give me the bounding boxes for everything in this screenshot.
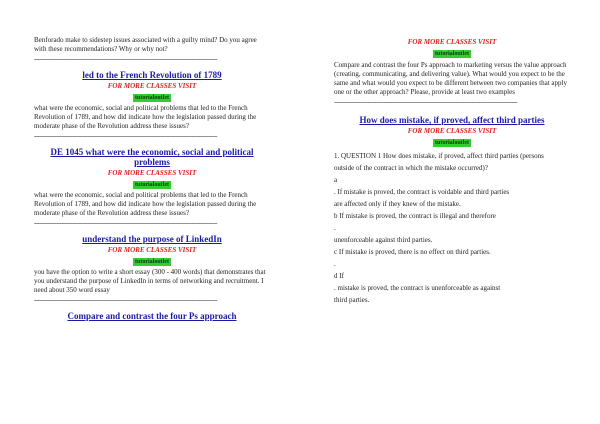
separator: ---------------------------------------------------------------------------------------------------- [334, 98, 518, 106]
question-line: outside of the contract in which the mistake occurred)? [334, 164, 488, 172]
compare-body: Compare and contrast the four Ps approach to marketing versus the value approach (creating, communicating, and delivering value). What would you expect to be the same and what would you expect to be different between two companies that apply one or the other approach? Please, provide at least two examples [334, 61, 567, 96]
separator: ---------------------------------------------------------------------------------------------------- [34, 219, 218, 227]
question-line: . [334, 260, 336, 268]
left-column [34, 0, 270, 321]
question-line: a [334, 176, 338, 184]
section-body: you have the option to write a short essay (300 - 400 words) that demonstrates that you understand the purpose of LinkedIn in terms of networking and recruitment. I need about 350 word essay [34, 268, 266, 294]
more-classes-text: FOR MORE CLASSES VISIT [107, 82, 197, 90]
section-title-link[interactable]: DE 1045 what were the economic, social and political problems [50, 147, 254, 167]
question-line: c If mistake is proved, there is no effect on third parties. [334, 248, 491, 256]
tutorialoutlet-badge[interactable]: tutorialoutlet [135, 259, 169, 265]
question-line: . [334, 224, 336, 232]
question-line: . mistake is proved, the contract is unenforceable as against [334, 284, 501, 292]
section-1 [34, 70, 270, 141]
tutorialoutlet-badge[interactable]: tutorialoutlet [435, 140, 469, 146]
section-3 [34, 234, 270, 305]
separator: ---------------------------------------------------------------------------------------------------- [34, 132, 218, 140]
tutorialoutlet-badge[interactable]: tutorialoutlet [135, 95, 169, 101]
more-classes-text: FOR MORE CLASSES VISIT [407, 38, 497, 46]
separator: ---------------------------------------------------------------------------------------------------- [34, 55, 218, 63]
question-line: unenforceable against third parties. [334, 236, 433, 244]
section-body: what were the economic, social and political problems that led to the French Revolution of 1789, and how did indicate how the legislation passed during the moderate phase of the Revolution address these issues? [34, 104, 257, 130]
more-classes-text: FOR MORE CLASSES VISIT [407, 127, 497, 135]
tutorialoutlet-badge[interactable]: tutorialoutlet [435, 51, 469, 57]
section-title-link[interactable]: understand the purpose of LinkedIn [82, 234, 222, 244]
section-title-link[interactable]: How does mistake, if proved, affect third parties [359, 115, 545, 125]
section-body: what were the economic, social and political problems that led to the French Revolution of 1789, and how did indicate how the legislation passed during the moderate phase of the Revolution address these issues? [34, 191, 257, 217]
question-line: b If mistake is proved, the contract is illegal and therefore [334, 212, 496, 220]
question-line: . If mistake is proved, the contract is voidable and third parties [334, 188, 510, 196]
more-classes-text: FOR MORE CLASSES VISIT [107, 246, 197, 254]
section-title-link[interactable]: led to the French Revolution of 1789 [82, 70, 222, 80]
tutorialoutlet-badge[interactable]: tutorialoutlet [135, 182, 169, 188]
question-line: 1. QUESTION 1 How does mistake, if proved, affect third parties (persons [334, 152, 544, 160]
last-section-title-link[interactable]: Compare and contrast the four Ps approach [67, 311, 237, 321]
question-line: third parties. [334, 296, 370, 304]
question-lines [334, 150, 570, 306]
separator: ---------------------------------------------------------------------------------------------------- [34, 296, 218, 304]
question-line: d If [334, 272, 344, 280]
section-2 [34, 147, 270, 228]
more-classes-text: FOR MORE CLASSES VISIT [107, 169, 197, 177]
intro-text: Benforado make to sidestep issues associated with a guilty mind? Do you agree with these recommendations? Why or why not? [34, 36, 257, 53]
question-line: are affected only if they knew of the mistake. [334, 200, 461, 208]
right-column [334, 0, 570, 306]
